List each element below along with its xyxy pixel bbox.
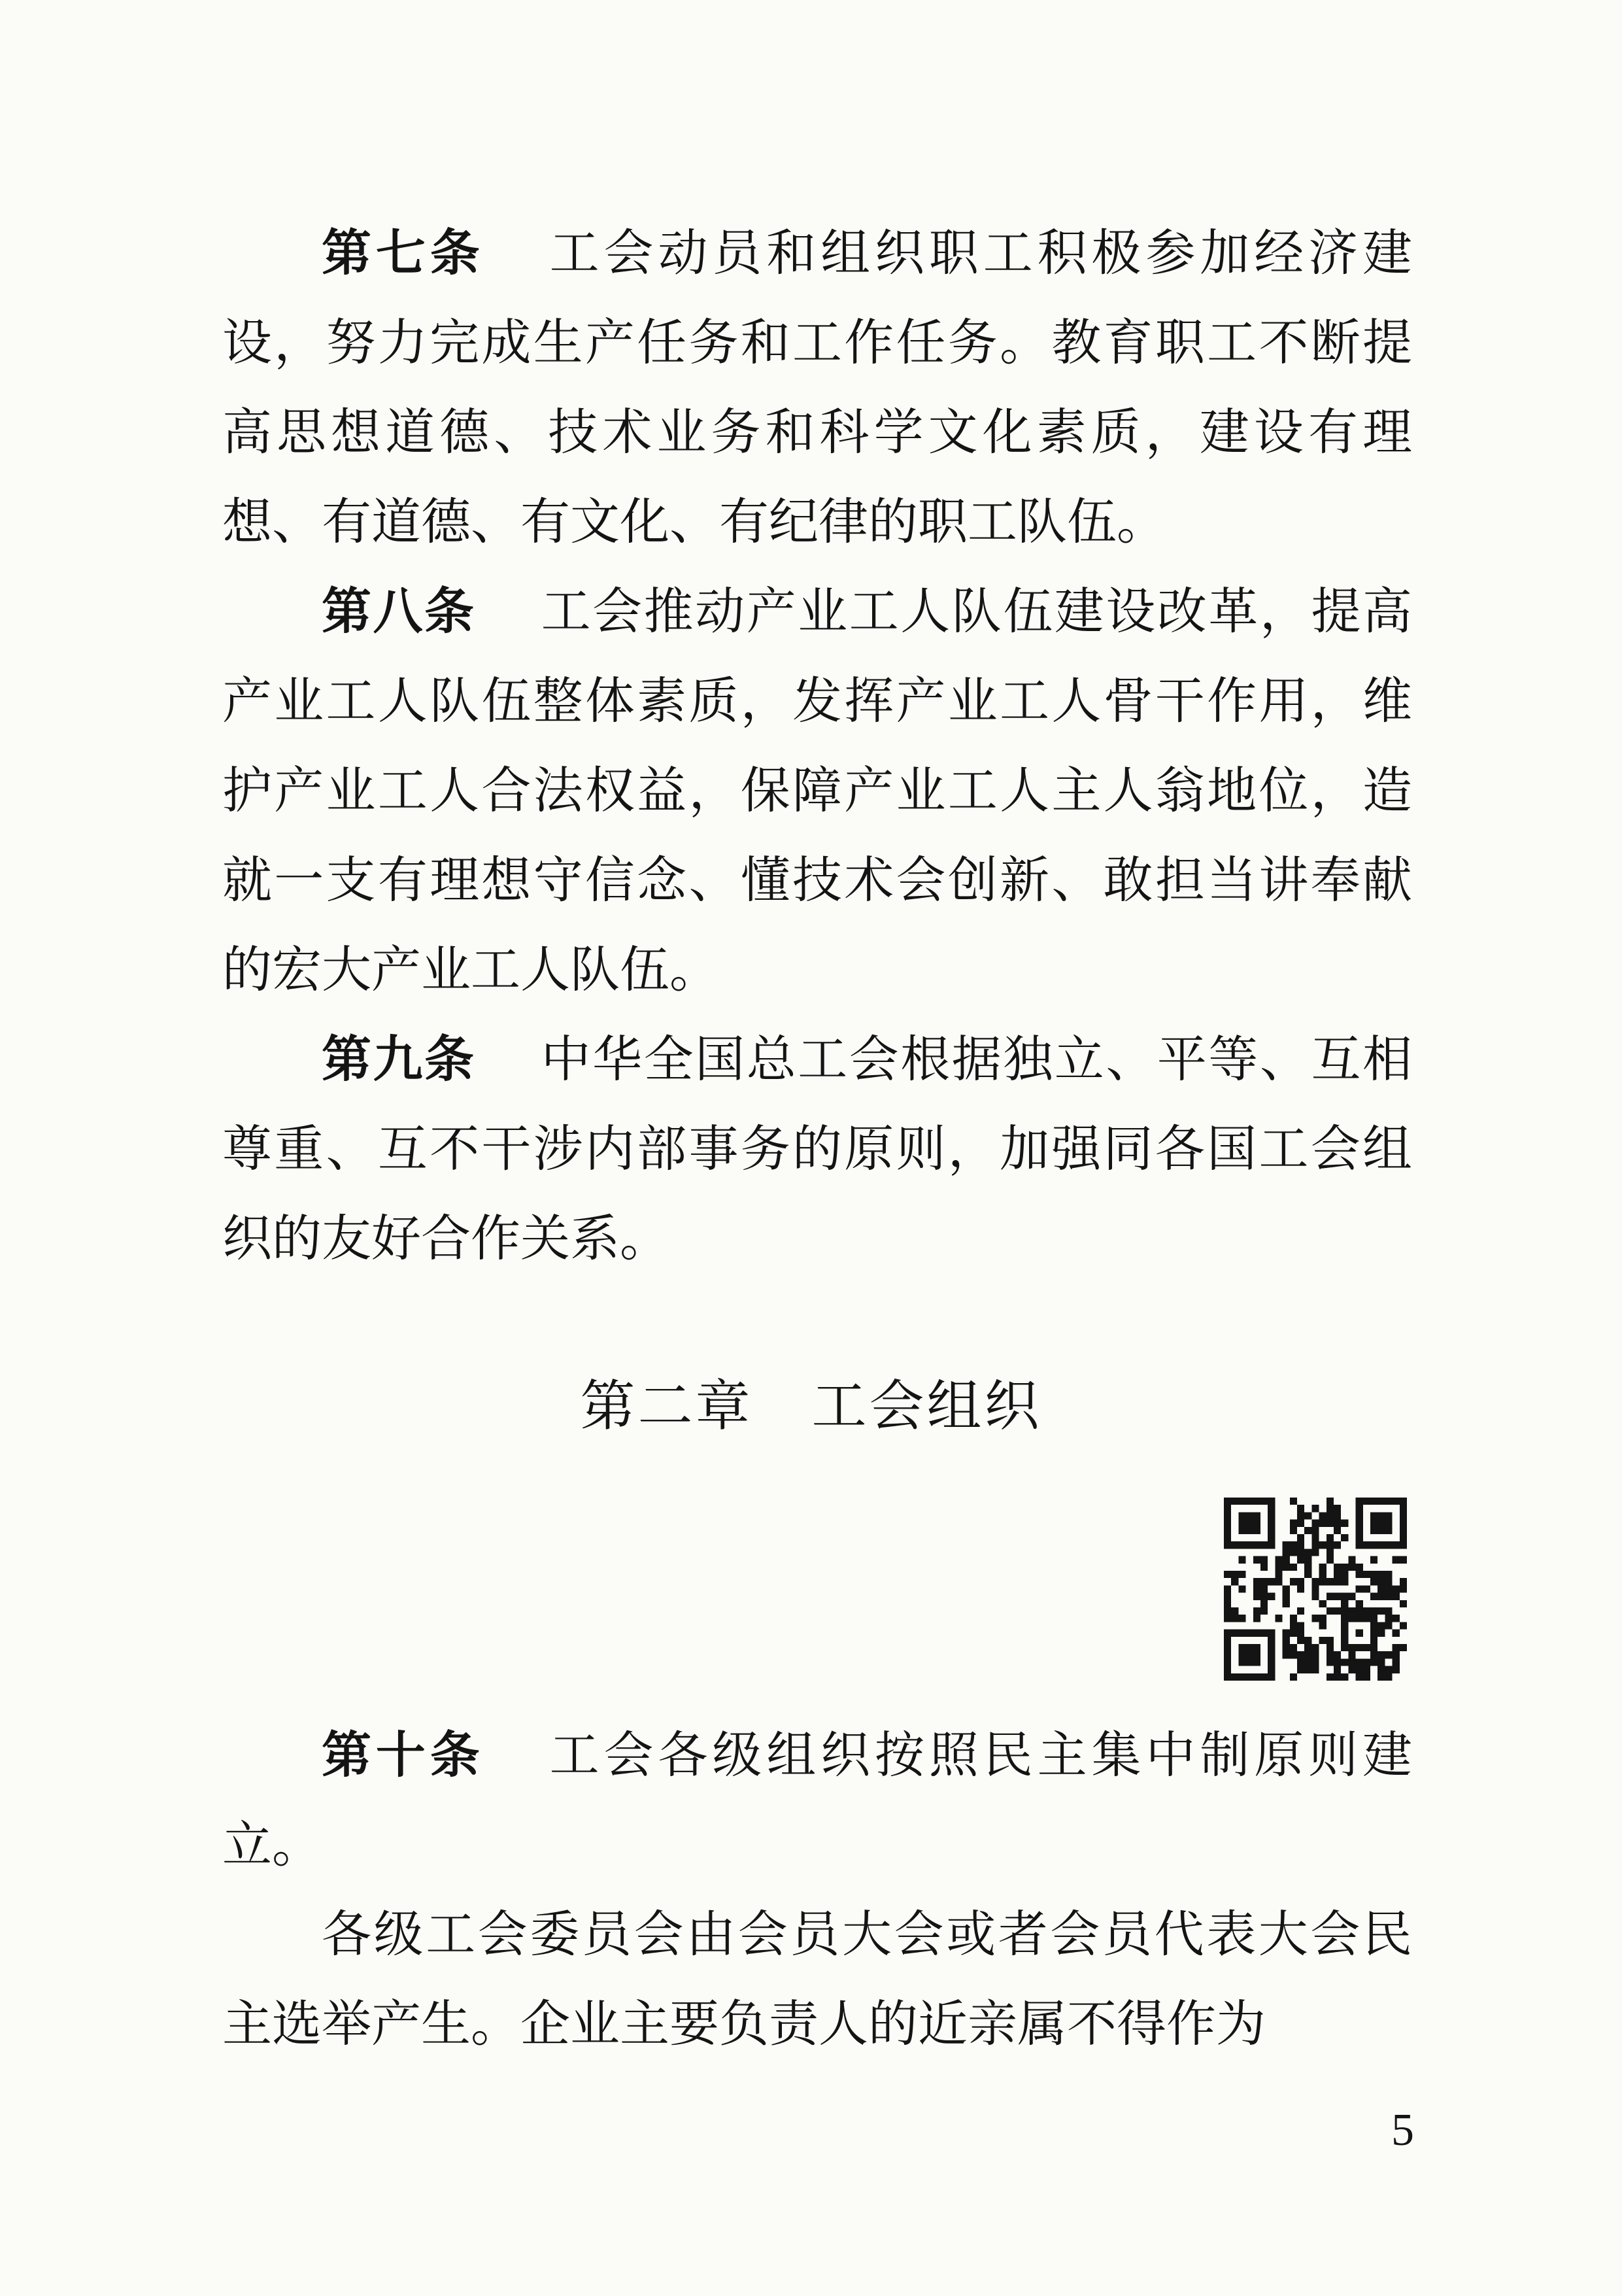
qr-code-icon <box>1224 1498 1407 1681</box>
page-number: 5 <box>1391 2105 1414 2155</box>
chapter-number: 第二章 <box>580 1374 753 1438</box>
article-10 <box>222 1710 1412 1889</box>
article-label: 第八条 <box>322 582 476 640</box>
chapter-title: 工会组织 <box>811 1374 1042 1438</box>
paragraph-committee: 各级工会委员会由会员大会或者会员代表大会民主选举产生。企业主要负责人的近亲属不得作为 <box>222 1905 1412 2053</box>
articles-bottom <box>222 1710 1412 2068</box>
article-text: 工会推动产业工人队伍建设改革，提高产业工人队伍整体素质，发挥产业工人骨干作用，维护产业工人合法权益，保障产业工人主人翁地位，造就一支有理想守信念、懂技术会创新、敢担当讲奉献的宏大产业工人队伍。 <box>222 582 1413 999</box>
article-text: 中华全国总工会根据独立、平等、互相尊重、互不干涉内部事务的原则，加强同各国工会组织的友好合作关系。 <box>222 1030 1413 1267</box>
article-text: 工会动员和组织职工积极参加经济建设，努力完成生产任务和工作任务。教育职工不断提高思想道德、技术业务和科学文化素质，建设有理想、有道德、有文化、有纪律的职工队伍。 <box>222 224 1413 551</box>
article-8 <box>222 566 1412 1014</box>
article-label: 第九条 <box>322 1030 476 1088</box>
article-label: 第十条 <box>322 1726 484 1784</box>
article-7 <box>222 208 1412 566</box>
article-label: 第七条 <box>322 224 484 282</box>
article-9 <box>222 1014 1412 1283</box>
chapter-heading <box>0 1367 1622 1445</box>
articles-top <box>222 208 1412 1283</box>
article-text: 工会各级组织按照民主集中制原则建立。 <box>222 1726 1413 1874</box>
